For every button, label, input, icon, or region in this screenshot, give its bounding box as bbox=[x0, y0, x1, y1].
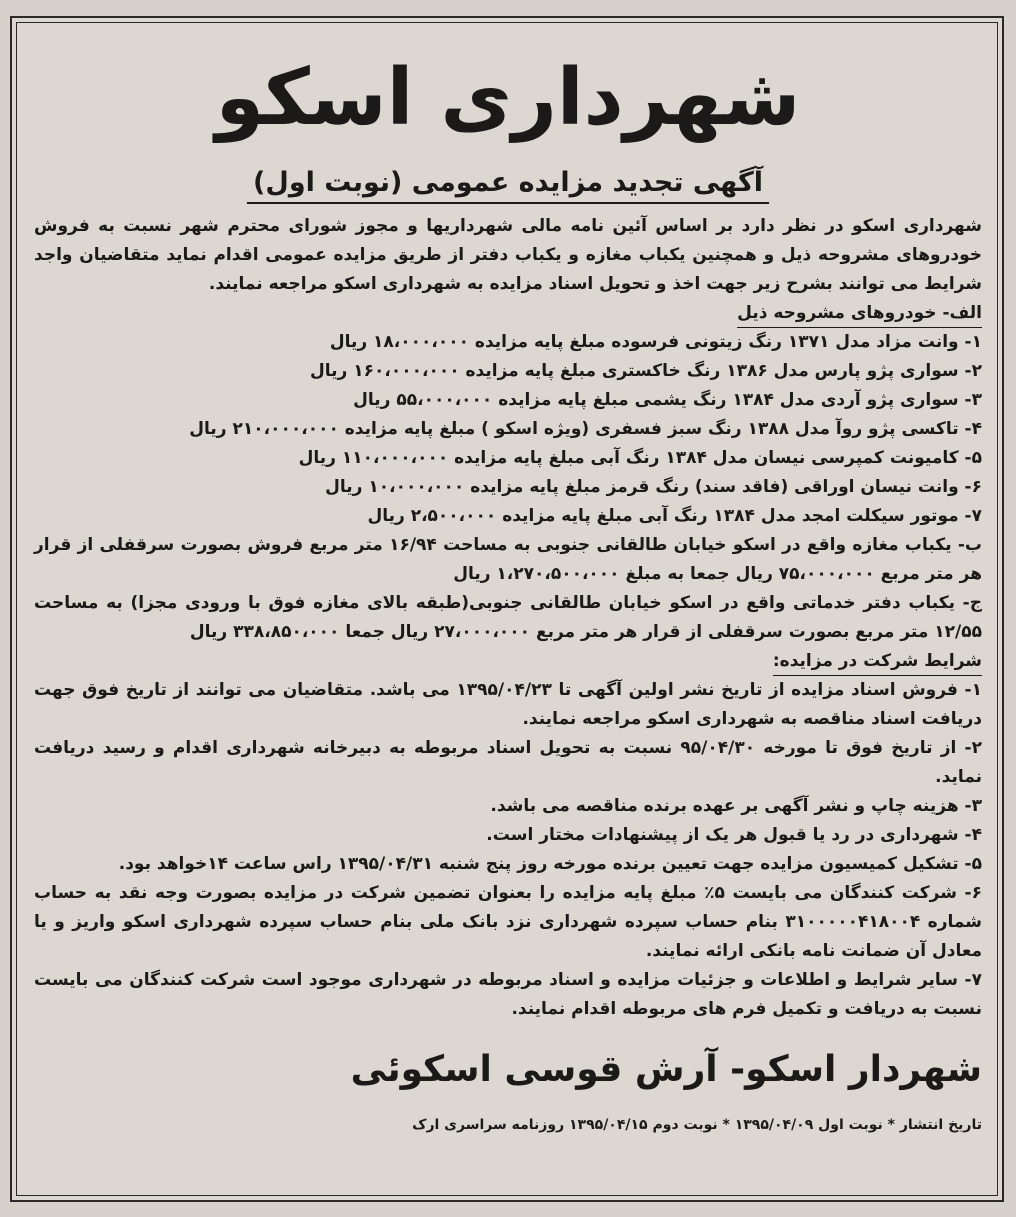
conditions-heading: شرایط شرکت در مزایده: bbox=[773, 647, 982, 676]
condition-item: ۳- هزینه چاپ و نشر آگهی بر عهده برنده مناقصه می باشد. bbox=[490, 796, 982, 816]
condition-item: ۶- شرکت کنندگان می بایست ۵٪ مبلغ پایه مزایده را بعنوان تضمین شرکت در مزایده بصورت وجه نقد به حساب شماره ۳۱۰۰۰۰۰۴۱۸۰۰۴ بنام حساب سپرده شهرداری نزد بانک ملی بنام حساب سپرده شهرداری اسکو واریز و یا معادل آن ضمانت نامه بانکی ارائه نمایند. bbox=[34, 883, 982, 961]
condition-item: ۷- سایر شرایط و اطلاعات و جزئیات مزایده و اسناد مربوطه در شهرداری موجود است شرکت کنندگان می بایست نسبت به دریافت و تکمیل فرم های مربوطه اقدام نمایند. bbox=[34, 970, 982, 1019]
notice-subtitle: آگهی تجدید مزایده عمومی (نوبت اول) bbox=[247, 164, 769, 204]
section-a-heading: الف- خودروهای مشروحه ذیل bbox=[737, 299, 982, 328]
notice-body bbox=[34, 28, 982, 1136]
condition-item: ۴- شهرداری در رد یا قبول هر یک از پیشنهادات مختار است. bbox=[486, 825, 982, 845]
vehicle-item: ۳- سواری پژو آردی مدل ۱۳۸۴ رنگ یشمی مبلغ پایه مزایده ۵۵،۰۰۰،۰۰۰ ریال bbox=[353, 390, 982, 410]
condition-item: ۱- فروش اسناد مزایده از تاریخ نشر اولین آگهی تا ۱۳۹۵/۰۴/۲۳ می باشد. متقاضیان می توانند از تاریخ فوق جهت دریافت اسناد مناقصه به شهرداری اسکو مراجعه نمایند. bbox=[34, 680, 982, 729]
vehicle-item: ۱- وانت مزاد مدل ۱۳۷۱ رنگ زیتونی فرسوده مبلغ پایه مزایده ۱۸،۰۰۰،۰۰۰ ریال bbox=[329, 332, 982, 352]
subtitle-wrap bbox=[34, 164, 982, 204]
vehicle-list bbox=[34, 328, 982, 531]
vehicle-item: ۲- سواری پژو پارس مدل ۱۳۸۶ رنگ خاکستری مبلغ پایه مزایده ۱۶۰،۰۰۰،۰۰۰ ریال bbox=[310, 361, 982, 381]
mayor-signature: شهردار اسکو- آرش قوسی اسکوئی bbox=[350, 1049, 982, 1090]
section-a bbox=[34, 299, 982, 531]
vehicle-item: ۷- موتور سیکلت امجد مدل ۱۳۸۴ رنگ آبی مبلغ پایه مزایده ۲،۵۰۰،۰۰۰ ریال bbox=[367, 506, 982, 526]
notice-title: شهرداری اسکو bbox=[215, 53, 801, 143]
conditions-list bbox=[34, 676, 982, 1024]
conditions-section bbox=[34, 647, 982, 1024]
section-b-shop: ب- یکباب مغازه واقع در اسکو خیابان طالقانی جنوبی به مساحت ۱۶/۹۴ متر مربع فروش بصورت سرقفلی از قرار هر متر مربع ۷۵،۰۰۰،۰۰۰ ریال جمعا به مبلغ ۱،۲۷۰،۵۰۰،۰۰۰ ریال bbox=[34, 535, 982, 584]
intro-paragraph: شهرداری اسکو در نظر دارد بر اساس آئین نامه مالی شهرداریها و مجوز شورای محترم شهر نسبت به فروش خودروهای مشروحه ذیل و همچنین یکباب مغازه و یکباب دفتر از طریق مزایده عمومی اقدام نماید متقاضیان واجد شرایط می توانند بشرح زیر جهت اخذ و تحویل اسناد مزایده به شهرداری اسکو مراجعه نمایند. bbox=[34, 216, 982, 294]
vehicle-item: ۵- کامیونت کمپرسی نیسان مدل ۱۳۸۴ رنگ آبی مبلغ پایه مزایده ۱۱۰،۰۰۰،۰۰۰ ریال bbox=[298, 448, 982, 468]
publication-footer: تاریخ انتشار * نوبت اول ۱۳۹۵/۰۴/۰۹ * نوبت دوم ۱۳۹۵/۰۴/۱۵ روزنامه سراسری ارک bbox=[412, 1117, 982, 1133]
condition-item: ۲- از تاریخ فوق تا مورخه ۹۵/۰۴/۳۰ نسبت به تحویل اسناد مربوطه به دبیرخانه شهرداری اقدام و رسید دریافت نماید. bbox=[34, 738, 983, 787]
vehicle-item: ۴- تاکسی پژو روآ مدل ۱۳۸۸ رنگ سبز فسفری (ویژه اسکو ) مبلغ پایه مزایده ۲۱۰،۰۰۰،۰۰۰ ریال bbox=[189, 419, 982, 439]
section-c-office: ج- یکباب دفتر خدماتی واقع در اسکو خیابان طالقانی جنوبی(طبقه بالای مغازه فوق با ورودی مجزا) به مساحت ۱۲/۵۵ متر مربع بصورت سرقفلی از قرار هر متر مربع ۲۷،۰۰۰،۰۰۰ ریال جمعا ۳۳۸،۸۵۰،۰۰۰ ریال bbox=[34, 593, 982, 642]
vehicle-item: ۶- وانت نیسان اوراقی (فاقد سند) رنگ قرمز مبلغ پایه مزایده ۱۰،۰۰۰،۰۰۰ ریال bbox=[325, 477, 982, 497]
condition-item: ۵- تشکیل کمیسیون مزایده جهت تعیین برنده مورخه روز پنج شنبه ۱۳۹۵/۰۴/۳۱ راس ساعت ۱۴خواهد بود. bbox=[118, 854, 982, 874]
